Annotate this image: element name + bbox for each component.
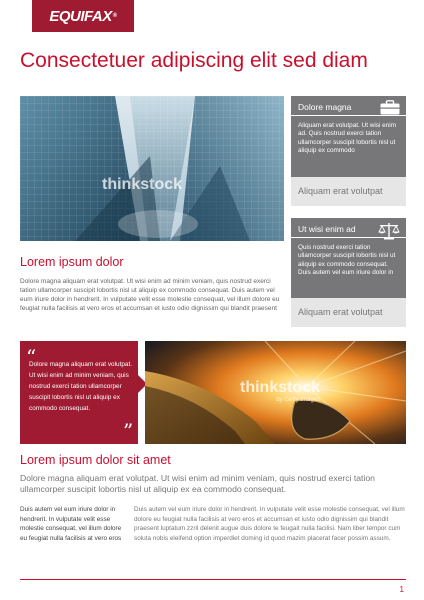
side-box-dolore-magna: [291, 96, 406, 177]
pull-quote-text: Dolore magna aliquam erat volutpat. Ut wisi enim ad minim veniam, quis nostrud exerci tation ullamcorper suscipit lobortis nisl ut aliquip ex commodo consequat.: [29, 361, 133, 412]
pull-quote: [20, 341, 138, 444]
thinkstock-watermark: thinkstock: [102, 176, 183, 193]
city-skyscraper-photo: [20, 96, 284, 241]
side-note-1: Aliquam erat volutpat: [291, 177, 406, 206]
close-quote-mark: ”: [123, 419, 134, 443]
side-note-2: Aliquam erat volutpat: [291, 298, 406, 327]
side-box-title: Dolore magna: [298, 102, 352, 112]
side-box-header: [291, 96, 406, 116]
side-box-header: [291, 218, 406, 238]
side-box-body: Aliquam erat volutpat. Ut wisi enim ad. Quis nostrud exerci tation ullamcorper suscipit lobortis nisl ut aliquip ex commodo: [298, 122, 397, 155]
section-column-right: Duis autem vel eum iriure dolor in hendrerit. In vulputate velit esse molestie consequat, vel illum dolore eu feugiat nulla facilisis at vero eros et accumsan et iusto odio dignissim qui blandit praesent luptatum zzril delenit augue duis dolore te feugait nulla facilisi. Nam liber tempor cum soluta nobis eleifend option imperdiet doming id quod mazim placerat facer possim assum.: [134, 506, 405, 542]
watermark-text: thinkstock: [240, 379, 321, 396]
section-body: Dolore magna aliquam erat volutpat. Ut wisi enim ad minim veniam, quis nostrud exerci tation ullamcorper suscipit lobortis nisl ut aliquip ex commodo consequat. Duis autem vel eum iriure dolor in hendrerit. In vulputate velit esse molestie consequat, vel illum dolore eu feugiat nulla facilisis at vero eros et accumsan et iusto odio dignissim qui blandit praesent: [20, 278, 280, 312]
city-photo-illustration: [20, 96, 284, 241]
page-number: 1: [399, 585, 404, 594]
logo-text: EQUIFAX: [49, 7, 112, 25]
side-box-body: Quis nostrud exerci tation ullamcorper suscipit lobortis nisl ut aliquip ex commodo consequat. Duis autem vel eum iriure dolor in: [298, 244, 396, 277]
briefcase-icon: [380, 100, 400, 115]
section-column-left: Duis autem vel eum iriure dolor in hendrerit. In vulputate velit esse molestie consequat, vel illum dolore eu feugiat nulla facilisis at vero eros: [20, 506, 122, 542]
scales-icon: [378, 222, 400, 240]
logo-registered-mark: ®: [112, 13, 117, 19]
section-heading: Lorem ipsum dolor: [20, 255, 124, 269]
thinkstock-watermark: [240, 379, 320, 403]
car-motion-photo: [145, 341, 406, 444]
section-heading: Lorem ipsum dolor sit amet: [20, 453, 171, 467]
footer-divider: [20, 579, 406, 580]
equifax-logo: [32, 0, 134, 32]
page-title: Consectetuer adipiscing elit sed diam: [20, 49, 368, 72]
side-box-title: Ut wisi enim ad: [298, 224, 356, 234]
section-lead: Dolore magna aliquam erat volutpat. Ut wisi enim ad minim veniam, quis nostrud exerci tation ullamcorper suscipit lobortis nisl ut aliquip ex ea commodo consequat.: [20, 473, 375, 494]
open-quote-mark: “: [26, 345, 37, 369]
side-box-ut-wisi: [291, 218, 406, 298]
watermark-subtext: by Getty Images: [276, 397, 321, 403]
